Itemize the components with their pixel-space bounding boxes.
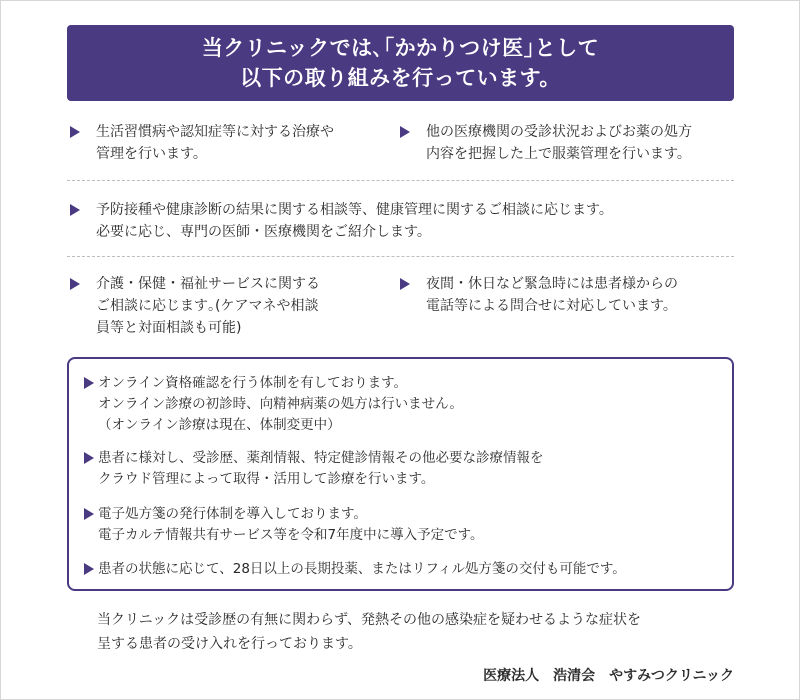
triangle-bullet-icon [84, 377, 94, 389]
box-list-item: オンライン資格確認を行う体制を有しております。 オンライン診療の初診時、向精神病薬の処方は行いません。 （オンライン診療は現在、体制変更中） [84, 373, 724, 436]
list-item: 夜間・休日など緊急時には患者様からの 電話等による問合せに対応しています。 [400, 273, 740, 317]
box-list-item: 患者の状態に応じて、28日以上の長期投薬、またはリフィル処方箋の交付も可能です。 [84, 559, 729, 580]
banner-title-line-2: 以下の取り組みを行っています。 [240, 66, 561, 90]
triangle-bullet-icon [70, 204, 80, 216]
list-item: 生活習慣病や認知症等に対する治療や 管理を行います。 [70, 121, 390, 165]
list-item: 予防接種や健康診断の結果に関する相談等、健康管理に関するご相談に応じます。 必要に応じ、専門の医師・医療機関をご紹介します。 [70, 199, 740, 243]
triangle-bullet-icon [84, 452, 94, 464]
triangle-bullet-icon [400, 278, 410, 290]
box-list-item: 電子処方箋の発行体制を導入しております。 電子カルテ情報共有サービス等を令和7年度中に導入予定です。 [84, 504, 724, 546]
dashed-divider [67, 180, 734, 181]
online-info-box [67, 357, 734, 591]
triangle-bullet-icon [70, 126, 80, 138]
triangle-bullet-icon [70, 278, 80, 290]
dashed-divider [67, 256, 734, 257]
fever-acceptance-note: 当クリニックは受診歴の有無に関わらず、発熱その他の感染症を疑わせるような症状を 呈する患者の受け入れを行っております。 [97, 612, 642, 652]
banner-title-line-1: 当クリニックでは､｢かかりつけ医｣として [201, 36, 600, 60]
list-item: 他の医療機関の受診状況およびお薬の処方 内容を把握した上で服薬管理を行います。 [400, 121, 740, 165]
list-item: 介護・保健・福祉サービスに関する ご相談に応じます｡(ケアマネや相談 員等と対面相談も可能) [70, 273, 390, 339]
triangle-bullet-icon [84, 508, 94, 520]
triangle-bullet-icon [400, 126, 410, 138]
title-banner [67, 25, 734, 101]
clinic-signature: 医療法人 浩清会 やすみつクリニック [483, 668, 734, 684]
box-list-item: 患者に様対し、受診歴、薬剤情報、特定健診情報その他必要な診療情報を クラウド管理によって取得・活用して診療を行います。 [84, 448, 724, 490]
triangle-bullet-icon [84, 563, 94, 575]
